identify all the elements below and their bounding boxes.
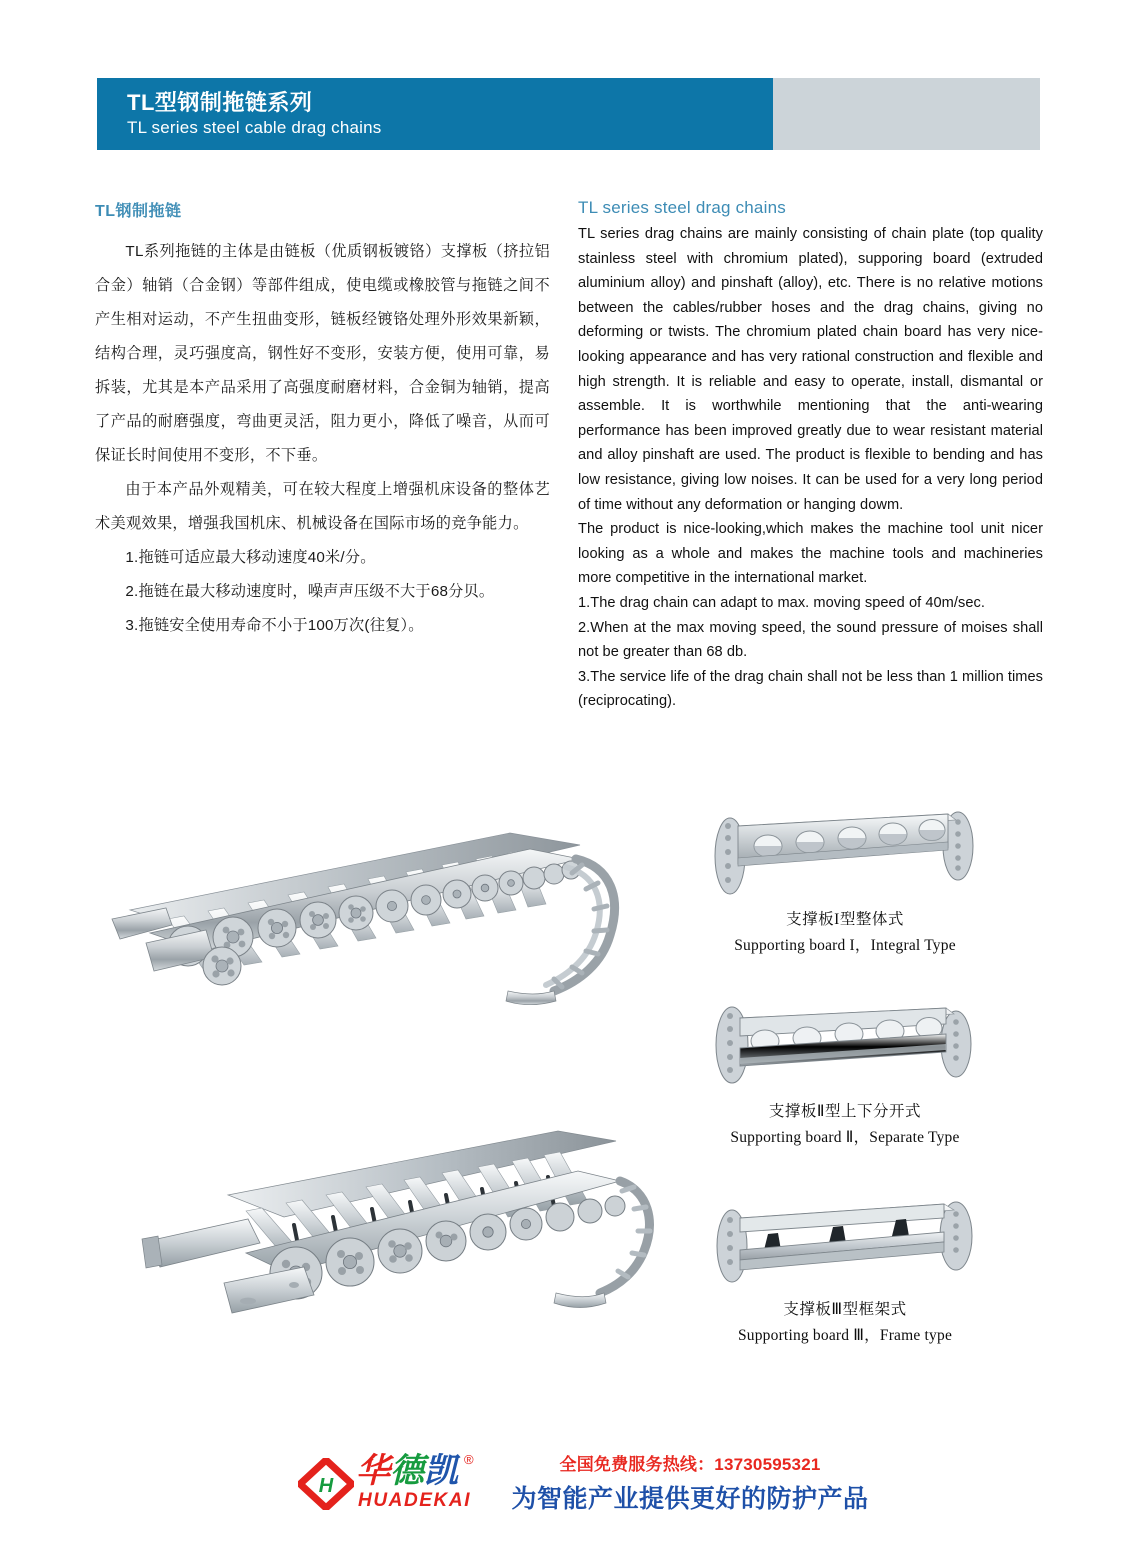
paragraph-cn-2: 由于本产品外观精美，可在较大程度上增强机床设备的整体艺术美观效果，增强我国机床、机械设备在国际市场的竞争能力。	[95, 481, 550, 532]
drag-chain-illustration-top	[110, 815, 640, 1040]
header-blue-block	[97, 78, 773, 150]
drag-chain-illustration-bottom	[128, 1125, 668, 1335]
supporting-board-caption-en-1: Supporting board I，Integral Type	[734, 937, 956, 954]
supporting-board-image-2	[700, 1000, 990, 1090]
supporting-board-caption-en-3: Supporting board Ⅲ，Frame type	[737, 1327, 953, 1344]
chinese-text-column	[95, 198, 550, 643]
footer-slogan-block	[490, 1450, 890, 1515]
supporting-board-image-1	[700, 808, 990, 898]
registered-trademark-icon: ®	[464, 1452, 474, 1467]
logo-char-3: 凯	[424, 1452, 458, 1490]
section-heading-en: TL series steel drag chains	[578, 198, 786, 217]
list-item-en-3: 3.The service life of the drag chain shall not be less than 1 million times (reciprocating).	[578, 668, 1043, 710]
list-item-cn-2: 2.拖链在最大移动速度时，噪声声压级不大于68分贝。	[125, 583, 495, 600]
company-logo	[298, 1454, 488, 1516]
supporting-board-caption-cn-3: 支撑板Ⅲ型框架式	[783, 1301, 907, 1318]
paragraph-en-1: TL series drag chains are mainly consisting of chain plate (top quality stainless steel with chromium plated), supporing board (extruded aluminium alloy) and pinshaft (alloy), etc. There is no relative motions between the cables/rubber hoses and the drag chains, giving no deforming or twists. The chromium plated chain board has very nice-looking appearance and has very rational construction and flexible and high strength. It is reliable and easy to operate, install, dismantal or assemble. It is worthwhile mentioning that the anti-wearing performance has been improved greatly due to wear resistant material and alloy pinshaft are used. The product is flexible to bending and has low resistance, giving low noises. It can be used for a very long period of time without any deformation or hanging dowm.	[578, 226, 1043, 513]
drag-chain-photo-top	[110, 815, 640, 1040]
huadekai-diamond-logo-icon	[298, 1458, 354, 1510]
page-footer	[0, 1448, 1136, 1538]
page-header	[97, 78, 1040, 150]
supporting-board-figure-1	[700, 808, 990, 955]
section-heading-cn: TL钢制拖链	[95, 203, 182, 220]
svg-text:H: H	[318, 1475, 334, 1497]
company-slogan: 为智能产业提供更好的防护产品	[511, 1485, 869, 1513]
paragraph-cn-1: TL系列拖链的主体是由链板（优质钢板镀铬）支撑板（挤拉铝合金）轴销（合金钢）等部件组成，使电缆或橡胶管与拖链之间不产生相对运动，不产生扭曲变形，链板经镀铬处理外形效果新颖，结构合理，灵巧强度高，钢性好不变形，安装方便，使用可靠，易拆装，尤其是本产品采用了高强度耐磨材料，合金铜为轴销，提高了产品的耐磨强度，弯曲更灵活，阻力更小，降低了噪音，从而可保证长时间使用不变形，不下垂。	[95, 243, 550, 464]
english-text-column	[578, 198, 1043, 714]
list-item-cn-3: 3.拖链安全使用寿命不小于100万次(往复）。	[125, 617, 424, 634]
drag-chain-photo-bottom	[128, 1125, 668, 1335]
supporting-board-figure-3	[700, 1198, 990, 1345]
supporting-board-integral-illustration	[700, 808, 990, 898]
supporting-board-separate-illustration	[700, 1000, 990, 1090]
header-gray-block	[772, 78, 1040, 150]
list-item-en-1: 1.The drag chain can adapt to max. moving speed of 40m/sec.	[578, 594, 985, 611]
supporting-board-figure-2	[700, 1000, 990, 1147]
page-title-cn: TL型钢制拖链系列	[127, 90, 313, 115]
supporting-board-image-3	[700, 1198, 990, 1288]
logo-brand-cn	[356, 1452, 458, 1490]
paragraph-en-2: The product is nice-looking,which makes the machine tool unit nicer looking as a whole and makes the machine tools and machineries more competitive in the international market.	[578, 521, 1043, 587]
supporting-board-caption-en-2: Supporting board Ⅱ，Separate Type	[730, 1129, 960, 1146]
logo-char-2: 德	[390, 1452, 424, 1490]
list-item-cn-1: 1.拖链可适应最大移动速度40米/分。	[125, 549, 376, 566]
supporting-board-caption-cn-2: 支撑板Ⅱ型上下分开式	[768, 1103, 922, 1120]
service-hotline: 全国免费服务热线：13730595321	[559, 1455, 821, 1474]
supporting-board-caption-cn-1: 支撑板I型整体式	[786, 911, 904, 928]
list-item-en-2: 2.When at the max moving speed, the sound pressure of moises shall not be greater than 68 db.	[578, 619, 1043, 661]
logo-char-1: 华	[356, 1452, 390, 1490]
supporting-board-frame-illustration	[700, 1198, 990, 1288]
page-title-en: TL series steel cable drag chains	[127, 118, 382, 137]
logo-brand-latin: HUADEKAI	[358, 1490, 472, 1511]
